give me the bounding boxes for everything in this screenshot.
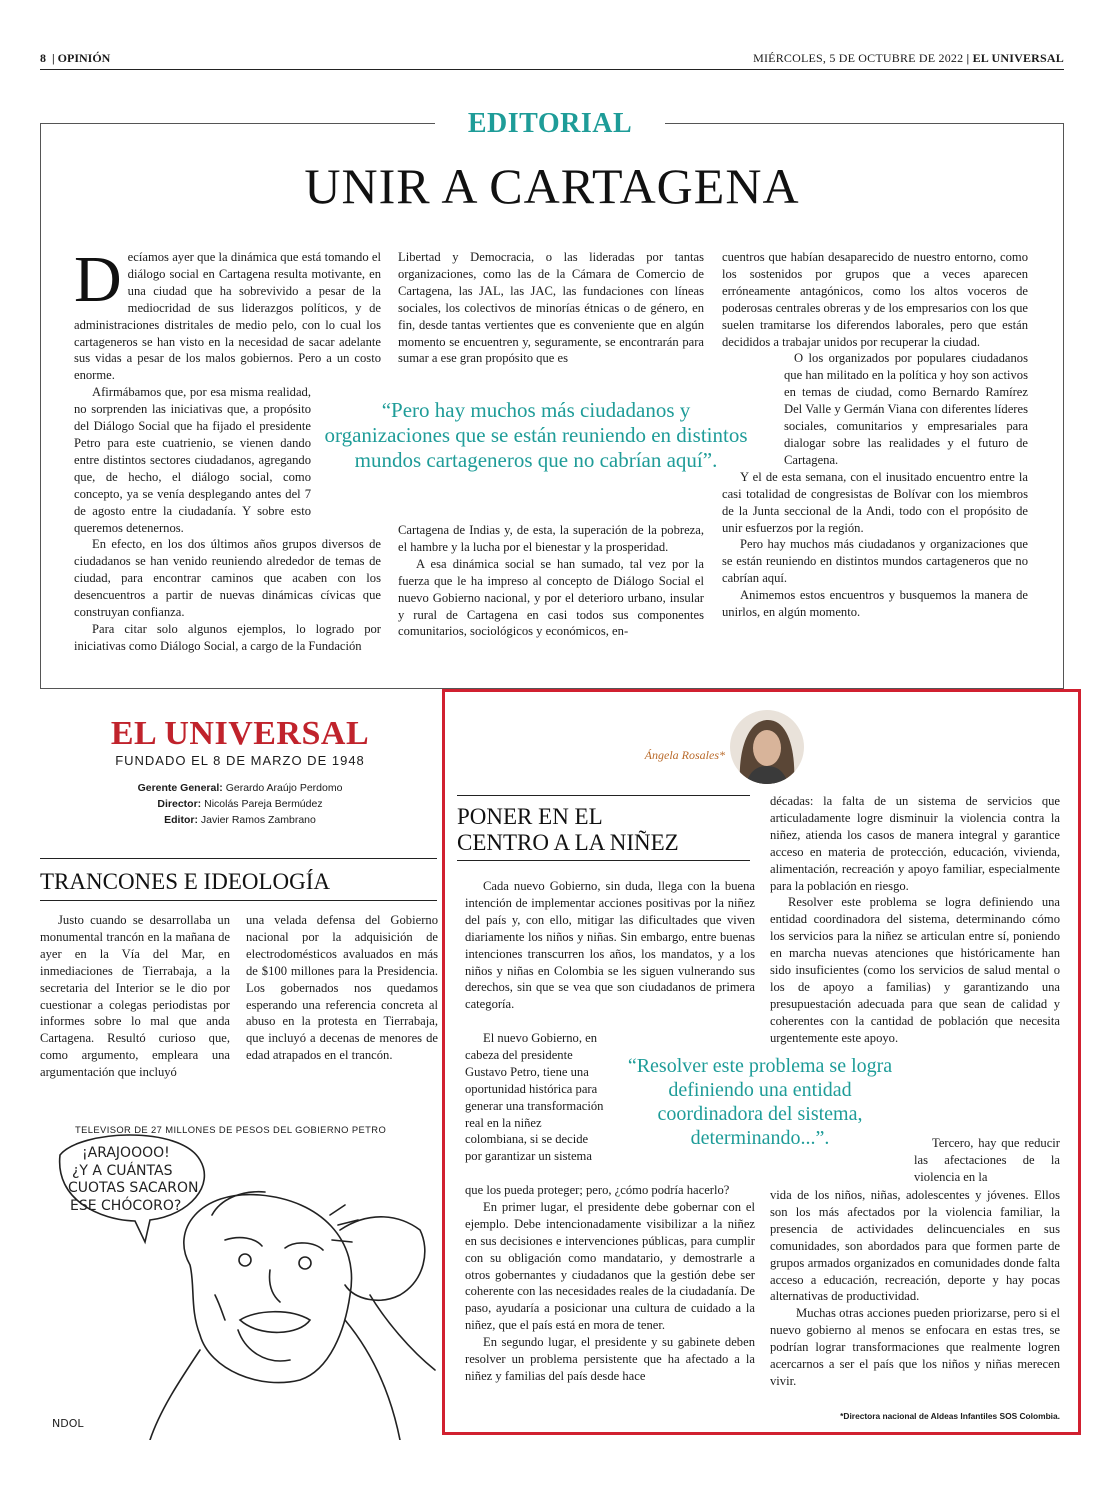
section-rule bbox=[40, 858, 437, 859]
cartoon-signature: NDOL bbox=[52, 1417, 84, 1430]
editorial-paragraph: En efecto, en los dos últimos años grupos diversos de ciudadanos se han venido reuniendo alrededor de temas de ciudad, para encontrar caminos que acaben con los desencuentros a partir de nuevas dinámicas cívicas que construyan confianza. bbox=[74, 537, 381, 620]
trancones-title: TRANCONES E IDEOLOGÍA bbox=[40, 869, 331, 894]
editorial-paragraph: Y el de esta semana, con el inusitado encuentro entre la casi totalidad de congresistas de Bolívar con los miembros de la Junta seccional de la Andi, todo con el propósito de unir esfuerzos por la región. bbox=[722, 469, 1028, 535]
editorial-paragraph: Pero hay muchos más ciudadanos y organizaciones que se están reuniendo en distintos mundos cartageneros que no cabrían aquí. bbox=[722, 537, 1028, 586]
trancones-col1 bbox=[40, 912, 230, 1081]
cartoon-bubble-line: ¿Y A CUÁNTAS bbox=[72, 1163, 173, 1179]
author-avatar bbox=[730, 710, 804, 784]
editorial-paragraph: Cartagena de Indias y, de esta, la superación de la pobreza, el hambre y la lucha por el bienestar y la prosperidad. bbox=[398, 523, 704, 554]
staff-line: Director: Nicolás Pareja Bermúdez bbox=[157, 798, 323, 810]
paper-name: EL UNIVERSAL bbox=[972, 51, 1064, 65]
column-paragraph: En segundo lugar, el presidente y su gabinete deben resolver un problema persistente que ha afectado a la niñez y familias del país desde hace bbox=[465, 1335, 755, 1383]
issue-date: MIÉRCOLES, 5 DE OCTUBRE DE 2022 bbox=[753, 51, 964, 65]
editorial-paragraph: Libertad y Democracia, o las lideradas por tantas organizaciones, como las de la Cámara de Comercio de Cartagena, las JAL, las JAC, las fundaciones con líneas sociales, los colectivos de minorías étnicas o de género, en fin, desde tantas vertientes que es conveniente que en algún momento se encuentren y, seguramente, se encontrarán para sumar a ese gran propósito que es bbox=[398, 250, 704, 366]
staff-line: Gerente General: Gerardo Araújo Perdomo bbox=[137, 782, 343, 794]
masthead-logo: EL UNIVERSAL bbox=[110, 715, 370, 752]
column-paragraph: Muchas otras acciones pueden priorizarse, pero si el nuevo gobierno al menos se enfocara en estas tres, se podrían lograr transformaciones que realmente logren acercarnos a ser el país que los niños y niñas merecen vivir. bbox=[770, 1306, 1060, 1388]
editorial-paragraph: O los organizados por populares ciudadanos que han militado en la política y hoy son activos en temas de ciudad, como Bernardo Ramírez Del Valle y Germán Viana con diferentes líderes sociales, comunitarios y empresariales para dialogar sobre las realidades y el futuro de Cartagena. bbox=[784, 351, 1028, 467]
column-paragraph: Resolver este problema se logra definiendo una entidad coordinadora del sistema, determinando cómo los servicios para la niñez se articulan entre sí, poniendo en marcha nuevas atenciones que históricamente han sido insuficientes (como los servicios de salud mental o los de apoyo a familias) y garantizando una presupuestación adecuada para que sean de calidad y coherentes con la cantidad de población que necesita urgentemente este apoyo. bbox=[770, 895, 1060, 1045]
cartoon-bubble-line: ESE CHÓCORO? bbox=[70, 1198, 182, 1214]
staff-box bbox=[40, 780, 440, 828]
section-name: OPINIÓN bbox=[57, 51, 111, 65]
column-paragraph: décadas: la falta de un sistema de servicios que articuladamente logre disminuir la violencia contra la niñez, atienda los casos de manera integral y garantice acceso en materia de protección, educación, vivienda, alimentación, recreación y apoyo familiar, especialmente para la población en riesgo. bbox=[770, 794, 1060, 893]
column-title: PONER EN EL CENTRO A LA NIÑEZ bbox=[457, 804, 679, 855]
column-title-rule bbox=[457, 795, 750, 796]
trancones-paragraph: Justo cuando se desarrollaba un monumental trancón en la mañana de ayer en la Vía del Mar, en inmediaciones de Tierrabaja, a la secretaria del Interior se le dio por cuestionar a colegas periodistas por informes sobre lo mal que anda Cartagena. Resultó curioso que, como argumento, empleara una argumentación que incluyó bbox=[40, 913, 230, 1080]
column-footnote: *Directora nacional de Aldeas Infantiles SOS Colombia. bbox=[840, 1411, 1060, 1421]
editorial-paragraph: cuentros que habían desaparecido de nuestro entorno, como los sostenidos por grupos que a veces aparecen erróneamente antagónicos, como los altos voceros de poderosas centrales obreras y de los empresarios con los que suelen tramitarse los diferendos laborales, pero que están decididos a trabajar unidos por recuperar la ciudad. bbox=[722, 250, 1028, 349]
editorial-paragraph: Decíamos ayer que la dinámica que está tomando el diálogo social en Cartagena resulta motivante, en una ciudad que ha sobrevivido a pesar de la mediocridad de sus liderazgos políticos, y de administraciones distritales de medio pelo, con lo cual los cartageneros se han visto en la necesidad de sacar adelante sus vidas a pesar de los malos gobiernos. Pero a un costo enorme. bbox=[74, 243, 381, 383]
editorial-paragraph: A esa dinámica social se han sumado, tal vez por la fuerza que le ha impreso al concepto de Diálogo Social el nuevo Gobierno nacional, y por el deterioro urbano, insular y rural de Cartagena en casi todos sus componentes comunitarios, sociológicos y económicos, en- bbox=[398, 556, 704, 639]
column-title-rule bbox=[457, 860, 750, 861]
section-rule bbox=[40, 900, 437, 901]
column-paragraph: El nuevo Gobierno, en cabeza del presidente Gustavo Petro, tiene una oportunidad histórica para generar una transformación real en la niñez colombiana, si se decide por garantizar un sistema bbox=[465, 1031, 604, 1164]
cartoon-caption: TELEVISOR DE 27 MILLONES DE PESOS DEL GOBIERNO PETRO bbox=[75, 1124, 387, 1135]
editorial-paragraph: Animemos estos encuentros y busquemos la manera de unirlos, en algún momento. bbox=[722, 588, 1028, 620]
editorial-col2-bottom bbox=[398, 522, 704, 640]
editorial-col2-top bbox=[398, 249, 704, 367]
page-number: 8 bbox=[40, 51, 46, 65]
page-section: 8 | OPINIÓN bbox=[40, 51, 111, 65]
trancones-col2 bbox=[246, 912, 438, 1064]
editorial-col3 bbox=[722, 249, 1028, 621]
page-dateline: MIÉRCOLES, 5 DE OCTUBRE DE 2022 | EL UNIVERSAL bbox=[753, 51, 1064, 65]
column-pullquote: “Resolver este problema se logra definiendo una entidad coordinadora del sistema, determinando...”. bbox=[620, 1054, 900, 1150]
column-author: Ángela Rosales* bbox=[644, 748, 725, 762]
masthead bbox=[40, 715, 440, 769]
trancones-paragraph: una velada defensa del Gobierno nacional por la adquisición de electrodomésticos avaluados en más de $100 millones para la Presidencia. Los gobernados nos quedamos esperando una referencia concreta al abuso en la protesta en Tierrabaja, que incluyó a decenas de menores de edad atrapados en el trancón. bbox=[246, 913, 438, 1063]
column-col2-bottom bbox=[770, 1187, 1060, 1390]
editorial-top-rule-left bbox=[40, 123, 435, 124]
masthead-founded: FUNDADO EL 8 DE MARZO DE 1948 bbox=[115, 753, 365, 768]
staff-line: Editor: Javier Ramos Zambrano bbox=[164, 814, 316, 826]
editorial-kicker: EDITORIAL bbox=[467, 108, 633, 139]
page-header bbox=[40, 52, 1064, 70]
column-paragraph: Tercero, hay que reducir las afectaciones de la violencia en la bbox=[914, 1136, 1060, 1184]
column-paragraph: Cada nuevo Gobierno, sin duda, llega con la buena intención de implementar acciones positivas por la niñez del país y, con ello, mitigar las dificultades que viven diariamente los niños y niñas. Sin embargo, entre buenas intenciones transcurren los años, los mandatos, y a los niños y niñas en Colombia se les siguen vulnerando sus derechos, sin que se vea que son ciudadanos de primera categoría. bbox=[465, 879, 755, 1012]
column-paragraph: En primer lugar, el presidente debe gobernar con el ejemplo. Debe intencionadamente visibilizar a la niñez en sus decisiones e intervenciones públicas, para cumplir con su obligación como mandatario, y demostrarle a otros gobernantes y ciudadanos que la gestión debe ser coherente con las necesidades reales de la ciudadanía. De paso, ayudaría a posicionar una cultura de cuidado a la niñez, que el país está en mora de tener. bbox=[465, 1199, 755, 1333]
column-col1-narrow bbox=[465, 1030, 605, 1165]
column-col2-top bbox=[770, 793, 1060, 1047]
drop-cap: D bbox=[74, 243, 122, 316]
editorial-paragraph: Para citar solo algunos ejemplos, lo logrado por iniciativas como Diálogo Social, a cargo de la Fundación bbox=[74, 621, 381, 653]
editorial-cartoon bbox=[40, 1120, 440, 1440]
column-paragraph: vida de los niños, niñas, adolescentes y jóvenes. Ellos son los más afectados por la violencia familiar, la presencia de actividades delincuenciales en sus comunidades, son abordados para que formen parte de grupos armados organizados en comunidades donde falta acceso a educación, recreación, deporte y hay pocas alternativas de productividad. bbox=[770, 1188, 1060, 1304]
column-col2-narrow bbox=[914, 1135, 1060, 1186]
cartoon-bubble-line: CUOTAS SACARON bbox=[68, 1180, 199, 1196]
editorial-paragraph: Afirmábamos que, por esa misma realidad, no sorprenden las iniciativas que, a propósito del Diálogo Social que ha fijado el presidente Petro para este cuatrienio, se vienen dando entre distintos sectores ciudadanos, agregando que, de hecho, el diálogo social, como concepto, ya se venía desplegando antes del 7 de agosto entre la ciudadanía. Y sobre esto queremos detenernos. bbox=[74, 385, 311, 535]
column-col1-top bbox=[465, 878, 755, 1013]
column-paragraph: que los pueda proteger; pero, ¿cómo podría hacerlo? bbox=[465, 1183, 730, 1197]
cartoon-bubble-line: ¡ARAJOOOO! bbox=[82, 1145, 170, 1161]
column-col1-bottom bbox=[465, 1182, 755, 1385]
editorial-title: UNIR A CARTAGENA bbox=[304, 158, 800, 214]
editorial-top-rule-right bbox=[665, 123, 1064, 124]
editorial-pullquote: “Pero hay muchos más ciudadanos y organizaciones que se están reuniendo en distintos mundos cartageneros que no cabrían aquí”. bbox=[324, 398, 748, 472]
